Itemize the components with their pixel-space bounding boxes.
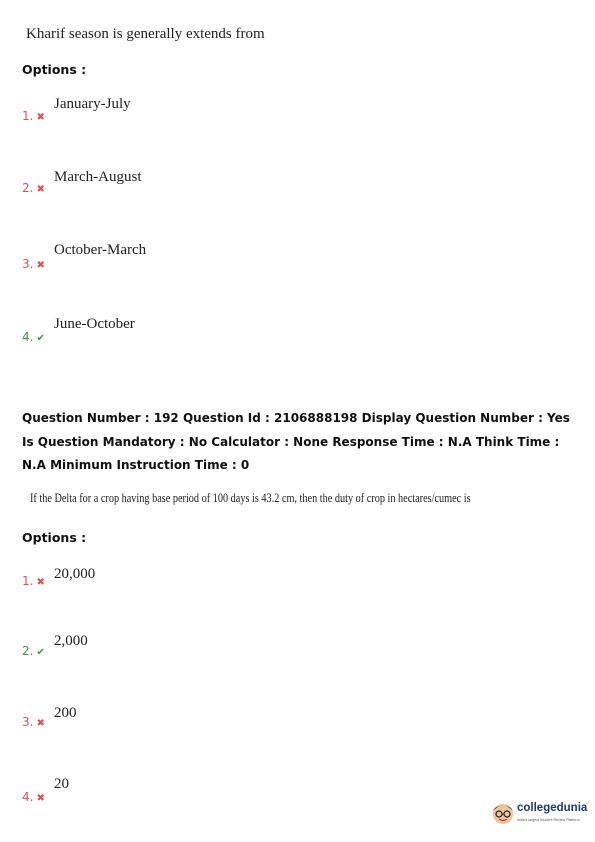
cross-icon: ✖ <box>36 184 45 195</box>
cross-icon: ✖ <box>36 793 45 804</box>
brand-name: collegedunia <box>517 802 588 814</box>
option-text: 20 <box>54 776 69 792</box>
option-number-label: 3. <box>22 257 34 271</box>
mascot-icon <box>490 800 516 826</box>
option-number-label: 1. <box>22 574 34 588</box>
option-text: 2,000 <box>54 633 88 649</box>
option-number-label: 2. <box>22 644 34 658</box>
option-text: March-August <box>54 169 142 185</box>
question-1-text: Kharif season is generally extends from <box>26 26 265 42</box>
check-icon: ✔ <box>36 333 45 344</box>
cross-icon: ✖ <box>36 260 45 271</box>
option-number-label: 4. <box>22 790 34 804</box>
brand-logo <box>490 800 590 832</box>
cross-icon: ✖ <box>36 577 45 588</box>
brand-tagline: India's largest Student Review Platform <box>517 818 580 822</box>
option-number-label: 1. <box>22 109 34 123</box>
option-number <box>22 790 45 804</box>
option-number <box>22 574 45 588</box>
option-number <box>22 330 45 344</box>
option-number <box>22 257 45 271</box>
check-icon: ✔ <box>36 647 45 658</box>
option-number-label: 2. <box>22 181 34 195</box>
question-2-text: If the Delta for a crop having base period of 100 days is 43.2 cm, then the duty of crop in hectares/cumec is <box>30 491 471 505</box>
question-1-options-heading: Options : <box>22 62 87 77</box>
option-text: June-October <box>54 316 135 332</box>
question-2-meta: Question Number : 192 Question Id : 2106888198 Display Question Number : Yes Is Question Mandatory : No Calculator : None Response Time : N.A Think Time : N.A Minimum Instruction Time : 0 <box>22 411 570 472</box>
cross-icon: ✖ <box>36 718 45 729</box>
option-text: 20,000 <box>54 566 96 582</box>
cross-icon: ✖ <box>36 112 45 123</box>
option-number-label: 3. <box>22 715 34 729</box>
option-number <box>22 181 45 195</box>
option-number <box>22 109 45 123</box>
option-number-label: 4. <box>22 330 34 344</box>
option-text: October-March <box>54 242 147 258</box>
option-number <box>22 715 45 729</box>
option-number <box>22 644 45 658</box>
option-text: January-July <box>54 96 131 112</box>
question-2-options-heading: Options : <box>22 530 87 545</box>
option-text: 200 <box>54 705 77 721</box>
